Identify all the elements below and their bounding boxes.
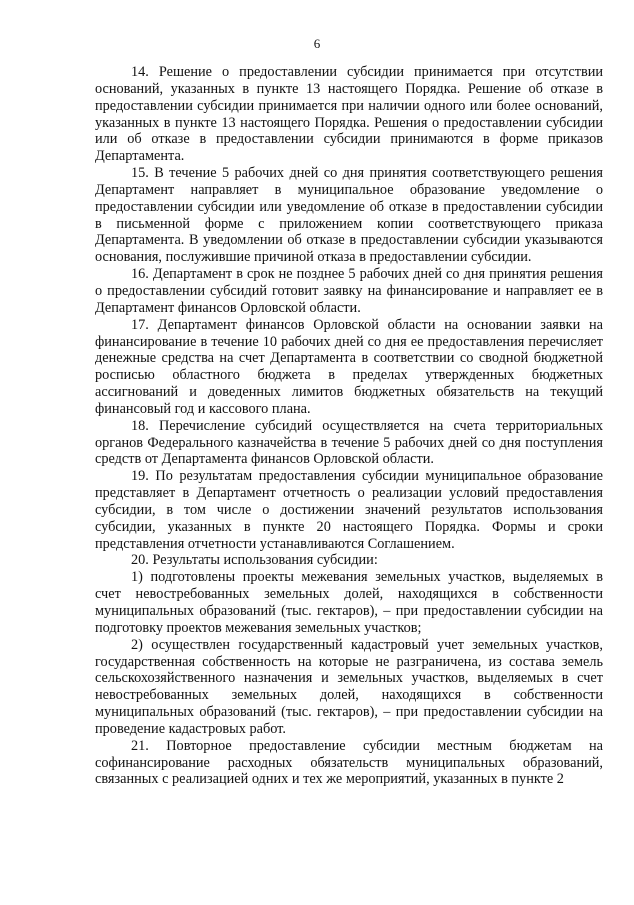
paragraph-17: 17. Департамент финансов Орловской области на основании заявки на финансирование в течение 10 рабочих дней со дня ее предоставления перечисляет денежные средства на счет Департамента в соответствии со сводной бюджетной росписью областного бюджета в пределах утвержденных бюджетных ассигнований и доведенных лимитов бюджетных обязательств на текущий финансовый год и кассового плана. (95, 316, 603, 417)
document-body (95, 64, 603, 788)
paragraph-19: 19. По результатам предоставления субсидии муниципальное образование представляет в Департамент отчетность о реализации условий предоставления субсидии, в том числе о достижении значений результатов использования субсидии, указанных в пункте 20 настоящего Порядка. Формы и сроки представления отчетности устанавливаются Соглашением. (95, 468, 603, 552)
paragraph-15: 15. В течение 5 рабочих дней со дня принятия соответствующего решения Департамент направляет в муниципальное образование уведомление о предоставлении субсидии или уведомление об отказе в предоставлении субсидии в письменной форме с приложением копии соответствующего приказа Департамента. В уведомлении об отказе в предоставлении субсидии указываются основания, послужившие причиной отказа в предоставлении субсидии. (95, 165, 603, 266)
paragraph-20-item-2: 2) осуществлен государственный кадастровый учет земельных участков, государственная собственность на которые не разграничена, из состава земель сельскохозяйственного назначения и земельных участков, выделяемых в счет невостребованных земельных долей, находящихся в собственности муниципальных образований (тыс. гектаров), – при предоставлении субсидии на проведение кадастровых работ. (95, 636, 603, 737)
paragraph-20-item-1: 1) подготовлены проекты межевания земельных участков, выделяемых в счет невостребованных земельных долей, находящихся в собственности муниципальных образований (тыс. гектаров), – при предоставлении субсидии на подготовку проектов межевания земельных участков; (95, 569, 603, 636)
paragraph-14: 14. Решение о предоставлении субсидии принимается при отсутствии оснований, указанных в пункте 13 настоящего Порядка. Решение об отказе в предоставлении субсидии принимается при наличии одного или более оснований, указанных в пункте 13 настоящего Порядка. Решения о предоставлении субсидии или об отказе в предоставлении субсидии принимаются в форме приказов Департамента. (95, 64, 603, 165)
paragraph-20: 20. Результаты использования субсидии: (131, 552, 378, 569)
page-number: 6 (313, 36, 321, 51)
paragraph-16: 16. Департамент в срок не позднее 5 рабочих дней со дня принятия решения о предоставлении субсидий готовит заявку на финансирование и направляет ее в Департамент финансов Орловской области. (95, 266, 603, 316)
paragraph-21: 21. Повторное предоставление субсидии местным бюджетам на софинансирование расходных обязательств муниципальных образований, связанных с реализацией одних и тех же мероприятий, указанных в пункте 2 (95, 737, 603, 788)
paragraph-18: 18. Перечисление субсидий осуществляется на счета территориальных органов Федерального казначейства в течение 5 рабочих дней со дня поступления средств от Департамента финансов Орловской области. (95, 417, 603, 468)
